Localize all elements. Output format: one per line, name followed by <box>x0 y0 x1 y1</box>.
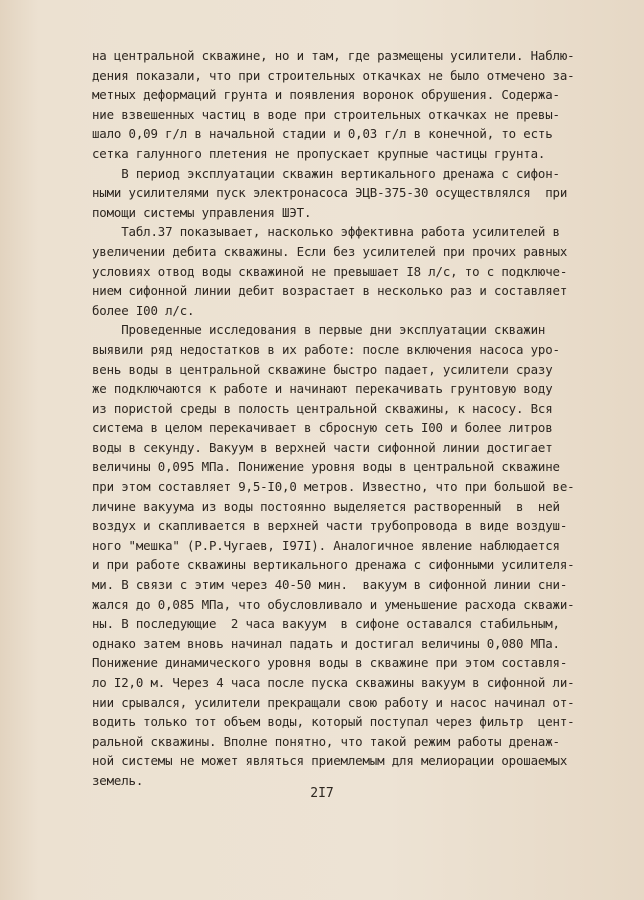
text-line: более I00 л/с. <box>92 302 195 318</box>
text-line: ной системы не может являться приемлемым для мелиорации орошаемых <box>92 753 568 769</box>
text-line: нием сифонной линии дебит возрастает в несколько раз и составляет <box>92 283 568 299</box>
text-line: ральной скважины. Вполне понятно, что такой режим работы дренаж- <box>92 733 560 749</box>
text-line: однако затем вновь начинал падать и достигал величины 0,080 МПа. <box>92 635 560 651</box>
text-line: сетка галунного плетения не пропускает крупные частицы грунта. <box>92 145 546 161</box>
text-line: на центральной скважине, но и там, где размещены усилители. Наблю- <box>92 48 575 63</box>
text-line: воздух и скапливается в верхней части трубопровода в виде воздуш- <box>92 518 568 534</box>
text-line: ного "мешка" (Р.Р.Чугаев, I97I). Аналогичное явление наблюдается <box>92 537 560 553</box>
text-line: ми. В связи с этим через 40-50 мин. вакуум в сифонной линии сни- <box>92 577 568 593</box>
text-line: ло I2,0 м. Через 4 часа после пуска скважины вакуум в сифонной ли- <box>92 675 575 690</box>
body-text <box>92 46 592 791</box>
text-line: ние взвешенных частиц в воде при строительных откачках не превы- <box>92 106 560 122</box>
text-line: величины 0,095 МПа. Понижение уровня воды в центральной скважине <box>92 459 560 475</box>
text-line: В период эксплуатации скважин вертикального дренажа с сифон- <box>92 165 560 181</box>
text-line: водить только тот объем воды, который поступал через фильтр цент- <box>92 714 575 730</box>
page-number: 2I7 <box>310 786 334 801</box>
text-line: ными усилителями пуск электронасоса ЭЦВ-375-30 осуществлялся при <box>92 185 568 201</box>
text-line: дения показали, что при строительных откачках не было отмечено за- <box>92 67 575 83</box>
text-line: выявили ряд недостатков в их работе: после включения насоса уро- <box>92 341 560 357</box>
text-line: при этом составляет 9,5-I0,0 метров. Известно, что при большой ве- <box>92 479 575 495</box>
text-line: жался до 0,085 МПа, что обусловливало и уменьшение расхода скважи- <box>92 596 575 612</box>
text-line: Понижение динамического уровня воды в скважине при этом составля- <box>92 655 568 671</box>
text-line: Проведенные исследования в первые дни эксплуатации скважин <box>92 322 546 338</box>
text-line: условиях отвод воды скважиной не превышает I8 л/с, то с подключе- <box>92 263 568 279</box>
text-line: воды в секунду. Вакуум в верхней части сифонной линии достигает <box>92 439 553 455</box>
text-line: ны. В последующие 2 часа вакуум в сифоне оставался стабильным, <box>92 616 560 632</box>
text-line: помощи системы управления ШЭТ. <box>92 204 312 220</box>
text-line: нии срывался, усилители прекращали свою работу и насос начинал от- <box>92 694 575 710</box>
text-line: и при работе скважины вертикального дренажа с сифонными усилителя- <box>92 557 575 573</box>
text-line: шало 0,09 г/л в начальной стадии и 0,03 г/л в конечной, то есть <box>92 126 553 142</box>
text-line: личине вакуума из воды постоянно выделяется растворенный в ней <box>92 498 560 514</box>
text-line: система в целом перекачивает в сбросную сеть I00 и более литров <box>92 420 553 436</box>
text-line: же подключаются к работе и начинают перекачивать грунтовую воду <box>92 381 553 397</box>
text-line: вень воды в центральной скважине быстро падает, усилители сразу <box>92 361 553 377</box>
text-line: увеличении дебита скважины. Если без усилителей при прочих равных <box>92 243 568 259</box>
text-line: Табл.37 показывает, насколько эффективна работа усилителей в <box>92 224 560 240</box>
text-line: земель. <box>92 772 144 788</box>
text-line: из пористой среды в полость центральной скважины, к насосу. Вся <box>92 400 553 416</box>
text-line: метных деформаций грунта и появления воронок обрушения. Содержа- <box>92 87 560 103</box>
